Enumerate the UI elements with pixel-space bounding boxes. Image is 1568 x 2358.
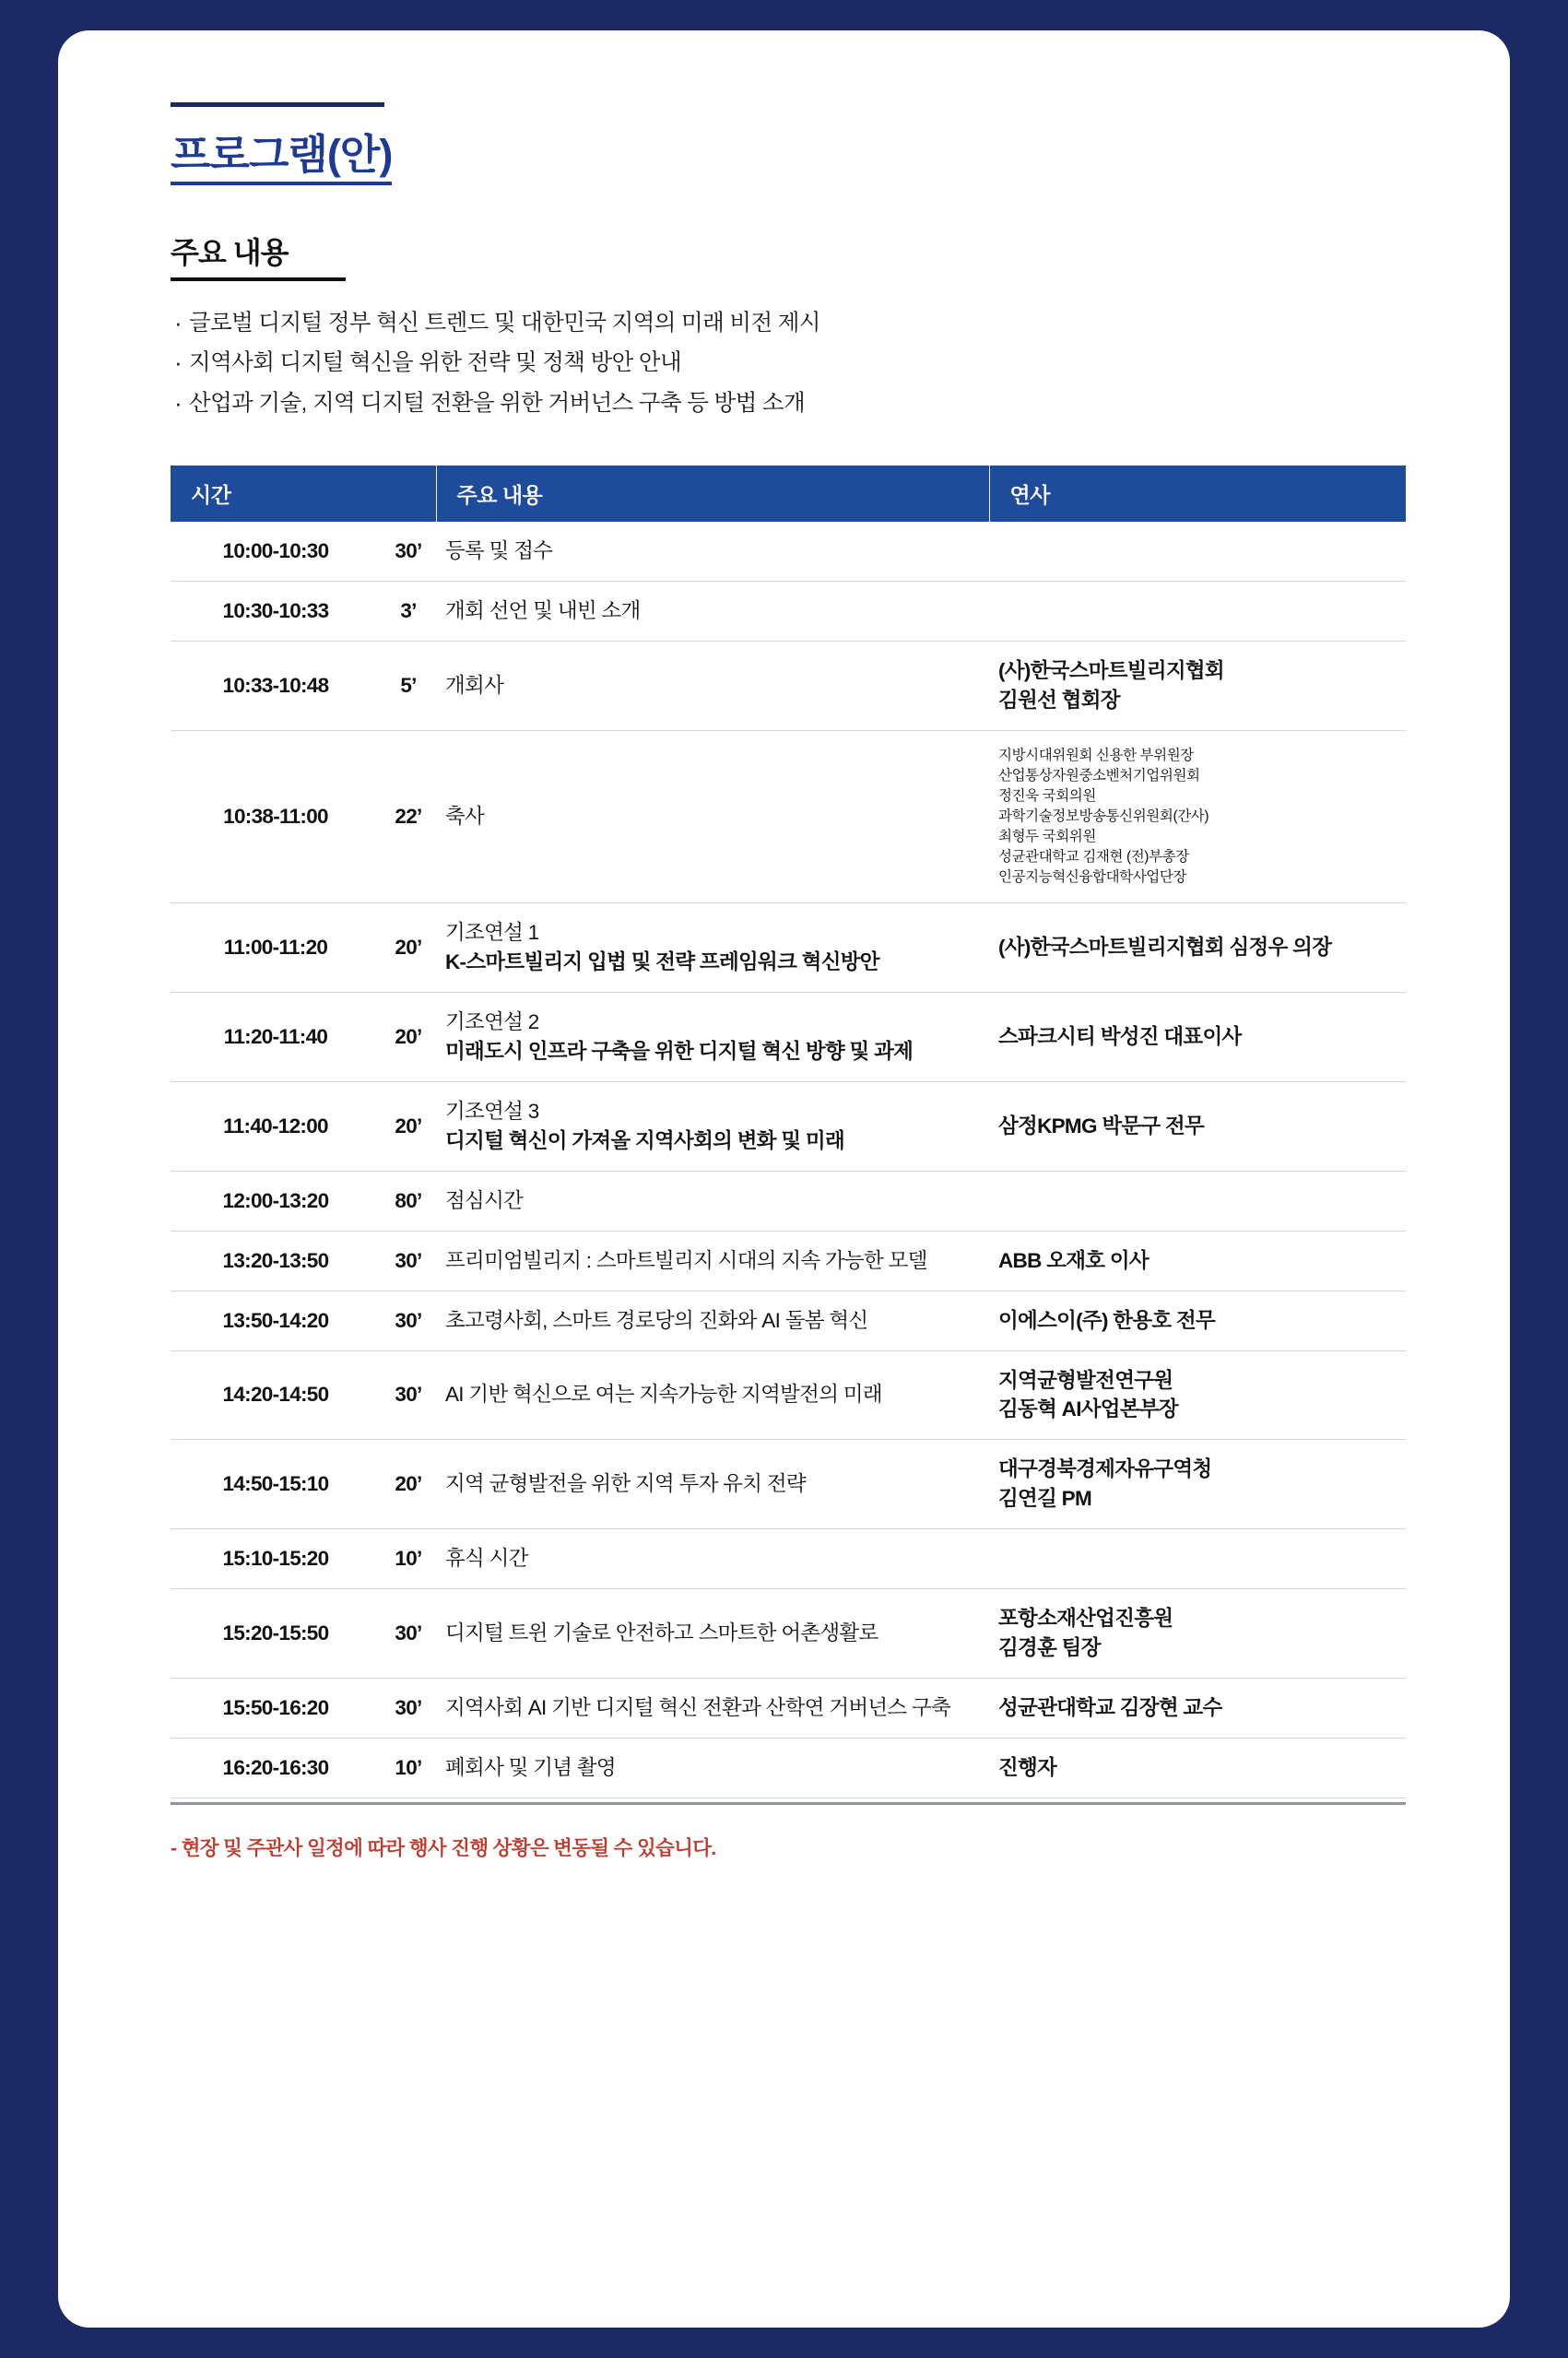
cell-time: 13:20-13:50 xyxy=(171,1231,381,1291)
cell-time: 10:33-10:48 xyxy=(171,642,381,731)
cell-duration: 22’ xyxy=(381,731,436,903)
cell-time: 14:50-15:10 xyxy=(171,1440,381,1529)
cell-duration: 30’ xyxy=(381,1231,436,1291)
cell-time: 10:00-10:30 xyxy=(171,522,381,581)
table-row xyxy=(171,1291,1406,1350)
column-header-speaker: 연사 xyxy=(989,466,1406,522)
page-title: 프로그램(안) xyxy=(171,132,392,185)
cell-duration: 30’ xyxy=(381,1679,436,1739)
table-row xyxy=(171,1529,1406,1589)
table-row xyxy=(171,731,1406,903)
title-top-rule xyxy=(171,102,384,107)
cell-speaker: 지방시대위원회 신용한 부위원장 산업통상자원중소벤처기업위원회 정진욱 국회의원 과학기술정보방송통신위원회(간사) 최형두 국회위원 성균관대학교 김재현 (전)부총장 인공지능혁신융합대학사업단장 xyxy=(989,731,1406,903)
list-item: · 산업과 기술, 지역 디지털 전환을 위한 거버넌스 구축 등 방법 소개 xyxy=(171,383,1406,424)
cell-topic: 개회사 xyxy=(436,642,989,731)
cell-speaker: 이에스이(주) 한용호 전무 xyxy=(989,1291,1406,1350)
cell-duration: 10’ xyxy=(381,1739,436,1798)
cell-time: 16:20-16:30 xyxy=(171,1739,381,1798)
cell-time: 10:38-11:00 xyxy=(171,731,381,903)
cell-time: 15:20-15:50 xyxy=(171,1589,381,1679)
cell-topic: 초고령사회, 스마트 경로당의 진화와 AI 돌봄 혁신 xyxy=(436,1291,989,1350)
table-row xyxy=(171,903,1406,993)
cell-duration: 10’ xyxy=(381,1529,436,1589)
cell-speaker: 성균관대학교 김장현 교수 xyxy=(989,1679,1406,1739)
document-body xyxy=(171,102,1406,1861)
cell-duration: 30’ xyxy=(381,522,436,581)
cell-duration: 30’ xyxy=(381,1291,436,1350)
table-row xyxy=(171,1739,1406,1798)
cell-speaker: 대구경북경제자유구역청 김연길 PM xyxy=(989,1440,1406,1529)
cell-duration: 30’ xyxy=(381,1350,436,1440)
cell-topic: AI 기반 혁신으로 여는 지속가능한 지역발전의 미래 xyxy=(436,1350,989,1440)
section-heading-rule xyxy=(171,277,346,281)
cell-time: 14:20-14:50 xyxy=(171,1350,381,1440)
cell-duration: 80’ xyxy=(381,1171,436,1231)
cell-speaker xyxy=(989,522,1406,581)
table-row xyxy=(171,1350,1406,1440)
cell-duration: 20’ xyxy=(381,1440,436,1529)
section-heading-block xyxy=(171,230,1406,281)
cell-time: 11:00-11:20 xyxy=(171,903,381,993)
table-row xyxy=(171,1081,1406,1171)
table-row xyxy=(171,1231,1406,1291)
table-row xyxy=(171,1679,1406,1739)
cell-speaker: ABB 오재호 이사 xyxy=(989,1231,1406,1291)
footnote: - 현장 및 주관사 일정에 따라 행사 진행 상황은 변동될 수 있습니다. xyxy=(171,1836,716,1859)
cell-topic: 폐회사 및 기념 촬영 xyxy=(436,1739,989,1798)
cell-topic: 기조연설 1 K-스마트빌리지 입법 및 전략 프레임워크 혁신방안 xyxy=(436,903,989,993)
cell-time: 15:50-16:20 xyxy=(171,1679,381,1739)
column-header-topic: 주요 내용 xyxy=(436,466,989,522)
cell-duration: 30’ xyxy=(381,1589,436,1679)
cell-speaker: 삼정KPMG 박문구 전무 xyxy=(989,1081,1406,1171)
list-item: · 지역사회 디지털 혁신을 위한 전략 및 정책 방안 안내 xyxy=(171,343,1406,383)
cell-time: 11:40-12:00 xyxy=(171,1081,381,1171)
table-row xyxy=(171,522,1406,581)
cell-time: 10:30-10:33 xyxy=(171,582,381,642)
cell-duration: 3’ xyxy=(381,582,436,642)
cell-duration: 20’ xyxy=(381,903,436,993)
column-header-time: 시간 xyxy=(171,466,436,522)
cell-topic: 프리미엄빌리지 : 스마트빌리지 시대의 지속 가능한 모델 xyxy=(436,1231,989,1291)
table-row xyxy=(171,992,1406,1081)
cell-topic: 기조연설 3 디지털 혁신이 가져올 지역사회의 변화 및 미래 xyxy=(436,1081,989,1171)
table-row xyxy=(171,582,1406,642)
cell-topic: 등록 및 접수 xyxy=(436,522,989,581)
cell-speaker: 포항소재산업진흥원 김경훈 팀장 xyxy=(989,1589,1406,1679)
table-row xyxy=(171,1440,1406,1529)
cell-topic: 개회 선언 및 내빈 소개 xyxy=(436,582,989,642)
cell-time: 13:50-14:20 xyxy=(171,1291,381,1350)
cell-topic: 점심시간 xyxy=(436,1171,989,1231)
cell-topic: 디지털 트윈 기술로 안전하고 스마트한 어촌생활로 xyxy=(436,1589,989,1679)
list-item: · 글로벌 디지털 정부 혁신 트렌드 및 대한민국 지역의 미래 비전 제시 xyxy=(171,303,1406,344)
cell-time: 12:00-13:20 xyxy=(171,1171,381,1231)
cell-speaker: 스파크시티 박성진 대표이사 xyxy=(989,992,1406,1081)
cell-speaker: 지역균형발전연구원 김동혁 AI사업본부장 xyxy=(989,1350,1406,1440)
cell-speaker: (사)한국스마트빌리지협회 심정우 의장 xyxy=(989,903,1406,993)
table-row xyxy=(171,1589,1406,1679)
cell-time: 15:10-15:20 xyxy=(171,1529,381,1589)
cell-duration: 20’ xyxy=(381,992,436,1081)
table-row xyxy=(171,1171,1406,1231)
table-header-row xyxy=(171,466,1406,522)
cell-speaker: 진행자 xyxy=(989,1739,1406,1798)
table-body xyxy=(171,522,1406,1798)
document-card xyxy=(58,30,1510,2328)
cell-topic: 지역 균형발전을 위한 지역 투자 유치 전략 xyxy=(436,1440,989,1529)
cell-speaker: (사)한국스마트빌리지협회 김원선 협회장 xyxy=(989,642,1406,731)
cell-speaker xyxy=(989,1171,1406,1231)
section-heading: 주요 내용 xyxy=(171,235,289,269)
cell-time: 11:20-11:40 xyxy=(171,992,381,1081)
table-row xyxy=(171,642,1406,731)
cell-duration: 5’ xyxy=(381,642,436,731)
cell-topic: 축사 xyxy=(436,731,989,903)
cell-topic: 기조연설 2 미래도시 인프라 구축을 위한 디지털 혁신 방향 및 과제 xyxy=(436,992,989,1081)
cell-speaker xyxy=(989,1529,1406,1589)
cell-speaker xyxy=(989,582,1406,642)
summary-bullet-list xyxy=(171,303,1406,424)
cell-topic: 지역사회 AI 기반 디지털 혁신 전환과 산학연 거버넌스 구축 xyxy=(436,1679,989,1739)
program-table xyxy=(171,466,1406,1798)
cell-topic: 휴식 시간 xyxy=(436,1529,989,1589)
cell-duration: 20’ xyxy=(381,1081,436,1171)
table-bottom-rule xyxy=(171,1802,1406,1805)
